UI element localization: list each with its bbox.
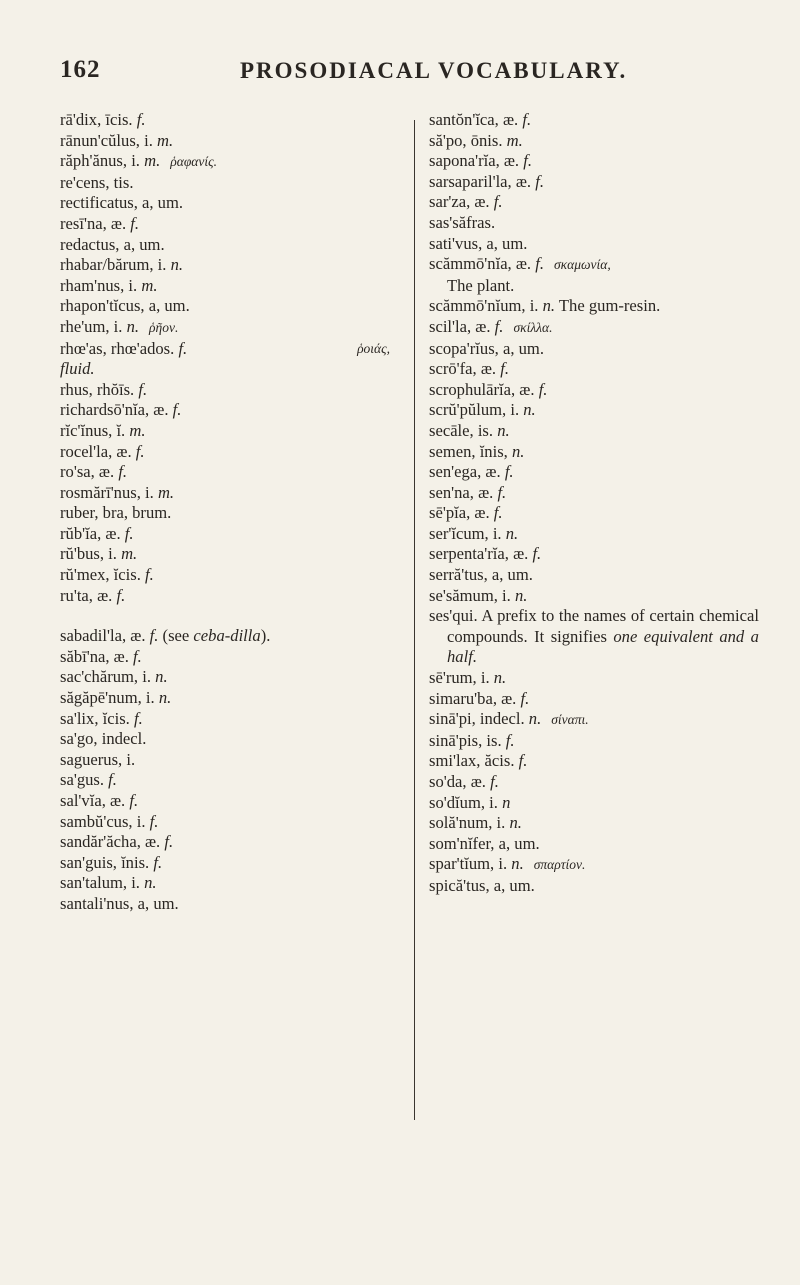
entry-headword: sas'săfras. bbox=[429, 212, 496, 232]
vocabulary-entry bbox=[429, 483, 759, 504]
entry-headword: sac'chărum, i. bbox=[60, 667, 156, 687]
vocabulary-entry bbox=[60, 483, 390, 504]
vocabulary-entry bbox=[60, 151, 390, 173]
gender-marker: f. bbox=[145, 565, 154, 585]
entry-headword: săgăpē'num, i. bbox=[60, 688, 159, 708]
entry-headword: sen'ega, æ. bbox=[429, 462, 505, 482]
vocabulary-entry bbox=[60, 586, 390, 607]
vocabulary-entry bbox=[60, 565, 390, 586]
entry-note-italic: ceba-dilla bbox=[193, 626, 261, 646]
vocabulary-entry bbox=[60, 873, 390, 894]
vocabulary-entry bbox=[429, 689, 759, 710]
gender-marker: n. bbox=[514, 585, 528, 605]
gender-marker: n. bbox=[511, 441, 525, 461]
gender-marker: f. bbox=[133, 708, 143, 728]
vocabulary-entry bbox=[60, 193, 390, 214]
entry-headword: rhœ'as, rhœ'ados. bbox=[60, 338, 179, 358]
greek-gloss: ῥοιάς, bbox=[357, 340, 390, 356]
entry-headword: solă'num, i. bbox=[429, 813, 510, 833]
gender-marker: f. bbox=[129, 791, 139, 810]
gender-marker: f. bbox=[494, 316, 504, 336]
entry-headword: sandăr'ăcha, æ. bbox=[60, 832, 165, 852]
vocabulary-entry bbox=[60, 110, 390, 131]
gender-marker: f. bbox=[136, 110, 146, 129]
vocabulary-entry bbox=[429, 606, 759, 668]
greek-gloss: σίναπι. bbox=[551, 712, 589, 728]
vocabulary-entry bbox=[429, 524, 759, 545]
vocabulary-entry bbox=[429, 544, 759, 565]
vocabulary-entry bbox=[429, 234, 759, 255]
vocabulary-entry bbox=[429, 110, 759, 131]
vocabulary-entry bbox=[60, 131, 390, 152]
entry-headword: santali'nus, a, um. bbox=[60, 893, 179, 913]
gender-marker: f. bbox=[130, 213, 140, 233]
vocabulary-entry bbox=[429, 213, 759, 234]
left-column bbox=[60, 110, 390, 915]
gender-marker: m. bbox=[157, 482, 175, 502]
gender-marker: f. bbox=[124, 523, 134, 543]
gender-marker: f. bbox=[518, 751, 528, 771]
entry-headword: să'po, ōnis. bbox=[429, 130, 507, 150]
entry-headword: so'dĭum, i. bbox=[429, 792, 503, 812]
vocabulary-entry bbox=[60, 894, 390, 915]
entry-headword: rŭ'mex, ĭcis. bbox=[60, 565, 146, 585]
greek-gloss: ῥαφανίς. bbox=[170, 154, 217, 170]
vocabulary-entry bbox=[429, 709, 759, 731]
entry-headword: rhapon'tĭcus, a, um. bbox=[60, 296, 190, 316]
gender-marker: f. bbox=[535, 254, 544, 274]
column-divider bbox=[414, 120, 415, 1120]
gender-marker: f. bbox=[523, 151, 532, 171]
entry-headword: san'talum, i. bbox=[60, 873, 145, 893]
gender-marker: f. bbox=[133, 646, 142, 666]
entry-headword: som'nĭfer, a, um. bbox=[429, 833, 540, 853]
entry-headword: săbī'na, æ. bbox=[60, 646, 134, 666]
vocabulary-entry bbox=[429, 565, 759, 586]
vocabulary-entry bbox=[429, 192, 759, 213]
vocabulary-entry bbox=[60, 832, 390, 853]
vocabulary-entry bbox=[429, 586, 759, 607]
greek-gloss: σπαρτίον. bbox=[533, 857, 586, 873]
vocabulary-entry bbox=[60, 503, 390, 524]
entry-headword: rŭ'bus, i. bbox=[60, 544, 122, 564]
entry-headword: sinā'pi, indecl. bbox=[429, 709, 529, 729]
entry-headword: rhus, rhŏīs. bbox=[60, 379, 139, 399]
vocabulary-entry bbox=[60, 750, 390, 771]
gender-marker: f. bbox=[497, 482, 507, 502]
greek-gloss: σκαμωνία, bbox=[554, 257, 611, 273]
gender-marker: n. bbox=[126, 316, 140, 336]
vocabulary-entry bbox=[429, 359, 759, 380]
entry-headword: santŏn'ĭca, æ. bbox=[429, 110, 523, 129]
entry-headword: scrophulārĭa, æ. bbox=[429, 379, 539, 399]
vocabulary-entry bbox=[60, 709, 390, 730]
entry-headword: redactus, a, um. bbox=[60, 234, 165, 254]
entry-headword: sabadil'la, æ. bbox=[60, 626, 150, 646]
vocabulary-entry bbox=[429, 317, 759, 339]
vocabulary-entry bbox=[429, 793, 759, 814]
gender-marker: m. bbox=[157, 130, 174, 150]
entry-headword: răph'ănus, i. bbox=[60, 151, 145, 171]
vocabulary-entry bbox=[60, 296, 390, 317]
vocabulary-entry bbox=[60, 770, 390, 791]
vocabulary-entry bbox=[60, 317, 390, 339]
entry-headword: scămmō'nĭa, æ. bbox=[429, 254, 536, 274]
gender-marker: f. bbox=[118, 462, 128, 482]
vocabulary-entry bbox=[60, 626, 390, 647]
vocabulary-entry bbox=[429, 296, 759, 317]
entry-headword: ruber, bra, brum. bbox=[60, 503, 172, 523]
gender-marker: n. bbox=[155, 667, 168, 687]
gender-marker: n. bbox=[542, 296, 556, 316]
vocabulary-entry bbox=[429, 731, 759, 752]
vocabulary-entry bbox=[60, 214, 390, 235]
gender-marker: m. bbox=[129, 420, 146, 440]
gender-marker: f. bbox=[116, 585, 126, 605]
gender-marker: n. bbox=[144, 873, 157, 893]
entry-headword: simaru'ba, æ. bbox=[429, 688, 521, 708]
vocabulary-entry bbox=[60, 462, 390, 483]
entry-headword: rĭc'ĭnus, ĭ. bbox=[60, 420, 130, 440]
vocabulary-entry bbox=[429, 380, 759, 401]
gender-marker: m. bbox=[144, 151, 161, 171]
vocabulary-entry bbox=[429, 503, 759, 524]
gender-marker: m. bbox=[506, 130, 523, 150]
gender-marker: n. bbox=[509, 813, 522, 833]
gender-marker: fluid. bbox=[60, 359, 95, 379]
entry-headword: serră'tus, a, um. bbox=[429, 565, 533, 585]
gender-marker: f. bbox=[505, 730, 515, 750]
gender-marker: f. bbox=[149, 811, 159, 831]
vocabulary-entry bbox=[429, 151, 759, 172]
gender-marker: n. bbox=[497, 420, 510, 440]
vocabulary-entry bbox=[60, 729, 390, 750]
gender-marker: f. bbox=[153, 852, 163, 872]
gender-marker: n. bbox=[523, 400, 536, 420]
vocabulary-entry bbox=[60, 276, 390, 297]
vocabulary-entry bbox=[60, 853, 390, 874]
gender-marker: f. bbox=[493, 503, 503, 523]
entry-headword: sa'go, indecl. bbox=[60, 729, 147, 749]
entry-note: The gum-resin. bbox=[555, 296, 661, 316]
vocabulary-entry bbox=[429, 751, 759, 772]
entry-headword: smi'lax, ăcis. bbox=[429, 751, 519, 771]
gender-marker: f. bbox=[522, 110, 532, 129]
vocabulary-entry bbox=[429, 172, 759, 193]
vocabulary-entry bbox=[429, 813, 759, 834]
gender-marker: m. bbox=[141, 275, 158, 295]
gender-marker: f. bbox=[535, 171, 544, 191]
gender-marker: f. bbox=[520, 688, 530, 708]
entry-headword: sati'vus, a, um. bbox=[429, 233, 528, 253]
vocabulary-entry bbox=[60, 380, 390, 401]
gender-marker: n. bbox=[158, 688, 172, 708]
gender-marker: n. bbox=[528, 709, 542, 729]
page-number: 162 bbox=[60, 56, 101, 83]
vocabulary-entry bbox=[429, 876, 759, 897]
vocabulary-entry bbox=[60, 255, 390, 276]
entry-headword: rhabar/bărum, i. bbox=[60, 255, 171, 275]
entry-headword: spică'tus, a, um. bbox=[429, 875, 535, 895]
entry-headword: sa'lix, ĭcis. bbox=[60, 708, 134, 728]
vocabulary-entry bbox=[60, 647, 390, 668]
entry-headword: san'guis, ĭnis. bbox=[60, 852, 154, 872]
entry-headword: sen'na, æ. bbox=[429, 482, 498, 502]
entry-headword: rŭb'ĭa, æ. bbox=[60, 523, 125, 543]
entry-headword: semen, ĭnis, bbox=[429, 441, 512, 461]
vocabulary-entry bbox=[429, 254, 759, 276]
gender-marker: n bbox=[502, 792, 511, 812]
gender-marker: f. bbox=[504, 462, 514, 482]
entry-headword: sambŭ'cus, i. bbox=[60, 811, 150, 831]
entry-headword: The plant. bbox=[447, 275, 515, 295]
entry-headword: sal'vĭa, æ. bbox=[60, 791, 130, 810]
entry-headword: scil'la, æ. bbox=[429, 316, 495, 336]
gender-marker: f. bbox=[500, 359, 509, 379]
gender-marker: m. bbox=[121, 544, 138, 564]
entry-spacer bbox=[60, 606, 390, 626]
vocabulary-entry bbox=[429, 339, 759, 360]
vocabulary-entry bbox=[60, 667, 390, 688]
gender-marker: f. bbox=[490, 772, 499, 791]
gender-marker: n. bbox=[493, 668, 507, 688]
entry-headword: scrō'fa, æ. bbox=[429, 359, 501, 379]
entry-headword: sinā'pis, is. bbox=[429, 730, 506, 750]
gender-marker: n. bbox=[170, 255, 184, 275]
entry-headword: ses'qui. A prefix to the names of certain chemical compounds. It signifies bbox=[429, 606, 759, 646]
entry-headword: sa'gus. bbox=[60, 770, 109, 790]
entry-headword: rectificatus, a, um. bbox=[60, 193, 184, 213]
vocabulary-entry bbox=[60, 442, 390, 463]
entry-note: (see bbox=[158, 626, 194, 646]
gender-marker: f. bbox=[493, 192, 503, 212]
entry-headword: saguerus, i. bbox=[60, 749, 136, 769]
gender-marker: f. bbox=[135, 441, 145, 461]
gender-marker: f. bbox=[164, 832, 174, 852]
gender-marker: f. bbox=[538, 379, 548, 399]
vocabulary-entry bbox=[429, 400, 759, 421]
vocabulary-entry bbox=[429, 854, 759, 876]
right-column bbox=[429, 110, 759, 897]
greek-gloss: ῥῆον. bbox=[149, 319, 179, 335]
entry-headword: sē'rum, i. bbox=[429, 668, 494, 688]
vocabulary-entry bbox=[60, 339, 390, 360]
vocabulary-entry bbox=[429, 421, 759, 442]
vocabulary-entry bbox=[60, 173, 390, 194]
vocabulary-entry bbox=[429, 834, 759, 855]
gender-marker: n. bbox=[511, 854, 524, 874]
entry-headword: richardsō'nĭa, æ. bbox=[60, 400, 173, 420]
vocabulary-entry bbox=[429, 668, 759, 689]
gender-marker: f. bbox=[149, 626, 159, 646]
entry-headword: spar'tĭum, i. bbox=[429, 854, 512, 874]
running-title: PROSODIACAL VOCABULARY. bbox=[240, 58, 628, 83]
entry-headword: rocel'la, æ. bbox=[60, 441, 136, 461]
vocabulary-entry bbox=[429, 772, 759, 793]
vocabulary-entry bbox=[60, 812, 390, 833]
vocabulary-entry bbox=[429, 276, 759, 297]
vocabulary-entry bbox=[60, 400, 390, 421]
gender-marker: n. bbox=[505, 523, 519, 543]
entry-headword: rānun'cŭlus, i. bbox=[60, 130, 158, 150]
entry-headword: ru'ta, æ. bbox=[60, 585, 117, 605]
entry-headword: re'cens, tis. bbox=[60, 172, 134, 192]
entry-headword: sar'za, æ. bbox=[429, 192, 494, 212]
entry-headword: ser'ĭcum, i. bbox=[429, 523, 506, 543]
vocabulary-entry bbox=[60, 524, 390, 545]
entry-headword: so'da, æ. bbox=[429, 772, 491, 791]
entry-headword: rhe'um, i. bbox=[60, 316, 127, 336]
entry-headword: scămmō'nĭum, i. bbox=[429, 296, 543, 316]
entry-headword: rham'nus, i. bbox=[60, 275, 142, 295]
entry-headword: sarsaparil'la, æ. bbox=[429, 171, 536, 191]
vocabulary-entry bbox=[60, 359, 390, 380]
vocabulary-entry bbox=[60, 688, 390, 709]
gender-marker: f. bbox=[178, 338, 188, 358]
greek-gloss: σκίλλα. bbox=[513, 319, 553, 335]
vocabulary-entry bbox=[429, 442, 759, 463]
vocabulary-entry bbox=[60, 544, 390, 565]
entry-headword: scopa'rĭus, a, um. bbox=[429, 338, 544, 358]
gender-marker: f. bbox=[138, 379, 148, 399]
entry-headword: rosmărī'nus, i. bbox=[60, 482, 158, 502]
entry-headword: secāle, is. bbox=[429, 420, 498, 440]
entry-headword: scrŭ'pŭlum, i. bbox=[429, 400, 524, 420]
vocabulary-entry bbox=[429, 131, 759, 152]
gender-marker: f. bbox=[172, 400, 182, 420]
vocabulary-entry bbox=[60, 791, 390, 812]
gender-marker: f. bbox=[108, 770, 117, 790]
gender-marker: f. bbox=[532, 544, 542, 564]
entry-headword: rā'dix, īcis. bbox=[60, 110, 137, 129]
vocabulary-entry bbox=[429, 462, 759, 483]
entry-note-italic: one equivalent and a half. bbox=[447, 626, 759, 667]
entry-note-end: ). bbox=[260, 626, 271, 646]
entry-headword: se'sămum, i. bbox=[429, 585, 515, 605]
entry-headword: serpenta'rĭa, æ. bbox=[429, 544, 533, 564]
entry-headword: sē'pĭa, æ. bbox=[429, 503, 494, 523]
entry-headword: ro'sa, æ. bbox=[60, 462, 119, 482]
vocabulary-entry bbox=[60, 235, 390, 256]
vocabulary-entry bbox=[60, 421, 390, 442]
entry-headword: resī'na, æ. bbox=[60, 213, 131, 233]
entry-headword: sapona'rĭa, æ. bbox=[429, 151, 524, 171]
